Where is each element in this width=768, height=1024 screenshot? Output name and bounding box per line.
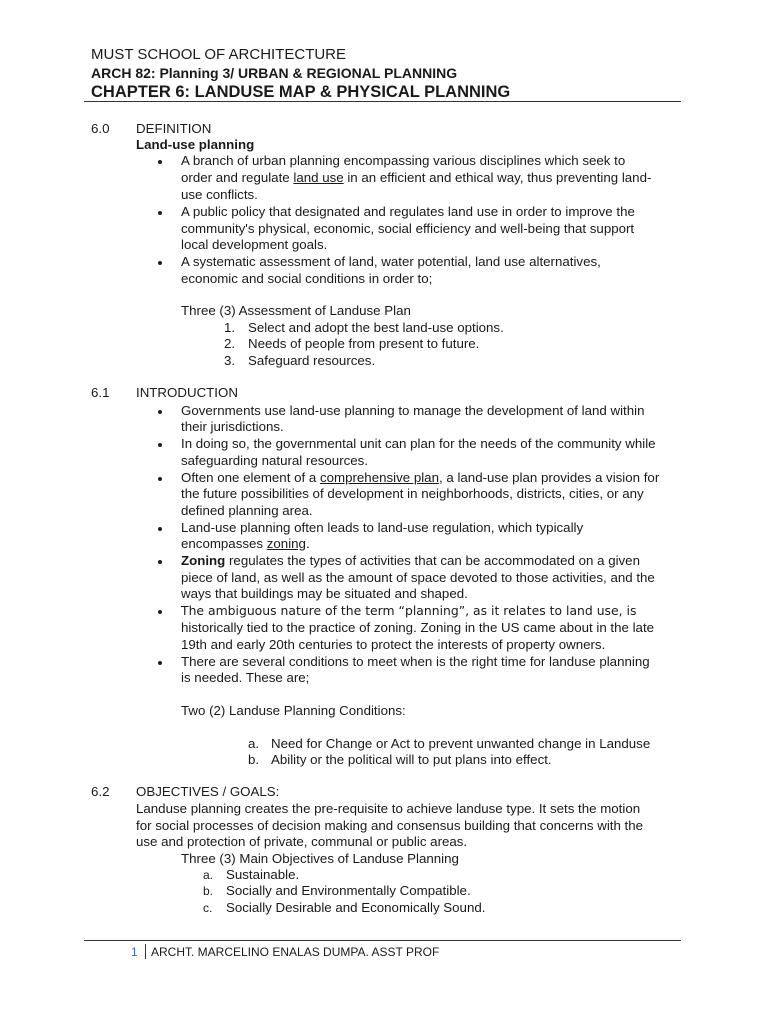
list-item: Select and adopt the best land-use options. <box>248 320 504 335</box>
list-item: Socially and Environmentally Compatible. <box>226 883 471 898</box>
bullet-line: is needed. These are; <box>181 670 310 685</box>
bullet-line: community's physical, economic, social efficiency and well-being that support <box>181 221 635 236</box>
list-letter: c. <box>203 901 213 915</box>
bullet-line: A systematic assessment of land, water potential, land use alternatives, <box>181 254 601 269</box>
paragraph-line: use and protection of private, communal or public areas. <box>136 834 468 849</box>
bullet-icon <box>158 443 162 447</box>
section-number: 6.2 <box>91 784 110 799</box>
bullet-icon <box>158 661 162 665</box>
bullet-line: ways that buildings may be situated and shaped. <box>181 586 468 601</box>
list-item: Socially Desirable and Economically Sound. <box>226 900 486 915</box>
conditions-title: Two (2) Landuse Planning Conditions: <box>181 703 406 718</box>
footer-divider <box>84 940 681 941</box>
section-title: INTRODUCTION <box>136 385 238 400</box>
bullet-line: order and regulate land use in an efficient and ethical way, thus preventing land- <box>181 170 652 185</box>
header-divider <box>84 101 681 102</box>
bullet-line: defined planning area. <box>181 503 313 518</box>
bullet-line: Governments use land-use planning to manage the development of land within <box>181 403 645 418</box>
footer-separator <box>145 944 146 959</box>
school-name: MUST SCHOOL OF ARCHITECTURE <box>91 46 347 63</box>
section-number: 6.0 <box>91 121 110 136</box>
zoning-link[interactable]: zoning <box>266 536 306 551</box>
bullet-icon <box>158 527 162 531</box>
list-number: 1. <box>224 320 236 335</box>
bullet-line: historically tied to the practice of zoning. Zoning in the US came about in the late <box>181 620 655 635</box>
section-subtitle: Land-use planning <box>136 137 255 152</box>
list-item: Needs of people from present to future. <box>248 336 480 351</box>
objectives-title: Three (3) Main Objectives of Landuse Planning <box>181 851 459 866</box>
bullet-icon <box>158 160 162 164</box>
bullet-line: 19th and early 20th centuries to protect the interests of property owners. <box>181 637 606 652</box>
bullet-line: The ambiguous nature of the term “planning”, as it relates to land use, is <box>181 603 637 618</box>
paragraph-line: for social processes of decision making and consensus building that concerns with the <box>136 818 644 833</box>
paragraph-line: Landuse planning creates the pre-requisite to achieve landuse type. It sets the motion <box>136 801 641 816</box>
list-letter: b. <box>248 752 260 767</box>
bullet-line: A branch of urban planning encompassing various disciplines which seek to <box>181 153 626 168</box>
section-title: DEFINITION <box>136 121 212 136</box>
section-title: OBJECTIVES / GOALS: <box>136 784 280 799</box>
bullet-line: encompasses zoning. <box>181 536 310 551</box>
bullet-line: A public policy that designated and regulates land use in order to improve the <box>181 204 635 219</box>
list-item: Sustainable. <box>226 867 300 882</box>
bullet-line: use conflicts. <box>181 187 258 202</box>
bullet-line: their jurisdictions. <box>181 419 284 434</box>
bullet-line: local development goals. <box>181 237 328 252</box>
list-item: Ability or the political will to put plans into effect. <box>271 752 552 767</box>
footer-author: ARCHT. MARCELINO ENALAS DUMPA. ASST PROF <box>151 945 440 959</box>
list-item: Need for Change or Act to prevent unwanted change in Landuse <box>271 736 651 751</box>
comprehensive-plan-link[interactable]: comprehensive plan <box>319 470 439 485</box>
bullet-line: economic and social conditions in order to; <box>181 271 433 286</box>
page-number: 1 <box>131 945 138 959</box>
section-number: 6.1 <box>91 385 110 400</box>
list-item: Safeguard resources. <box>248 353 376 368</box>
bullet-icon <box>158 560 162 564</box>
bullet-line: Land-use planning often leads to land-use regulation, which typically <box>181 520 584 535</box>
list-letter: a. <box>203 868 214 882</box>
list-number: 2. <box>224 336 236 351</box>
list-number: 3. <box>224 353 236 368</box>
list-letter: a. <box>248 736 260 751</box>
bullet-icon <box>158 261 162 265</box>
list-letter: b. <box>203 884 214 898</box>
course-title: ARCH 82: Planning 3/ URBAN & REGIONAL PLANNING <box>91 65 458 81</box>
bullet-icon <box>158 610 162 614</box>
chapter-title: CHAPTER 6: LANDUSE MAP & PHYSICAL PLANNING <box>91 83 511 101</box>
bullet-line: the future possibilities of development in neighborhoods, districts, cities, or any <box>181 486 644 501</box>
bullet-icon <box>158 410 162 414</box>
assessment-title: Three (3) Assessment of Landuse Plan <box>181 303 411 318</box>
bullet-line: In doing so, the governmental unit can plan for the needs of the community while <box>181 436 656 451</box>
bullet-line: safeguarding natural resources. <box>181 453 369 468</box>
bullet-icon <box>158 211 162 215</box>
bullet-icon <box>158 477 162 481</box>
bullet-line: There are several conditions to meet when is the right time for landuse planning <box>181 654 650 669</box>
bullet-line: piece of land, as well as the amount of space devoted to those activities, and the <box>181 570 655 585</box>
bullet-line: Often one element of a comprehensive plan, a land-use plan provides a vision for <box>181 470 660 485</box>
land-use-link[interactable]: land use <box>293 170 344 185</box>
bullet-line: Zoning regulates the types of activities that can be accommodated on a given <box>181 553 640 568</box>
